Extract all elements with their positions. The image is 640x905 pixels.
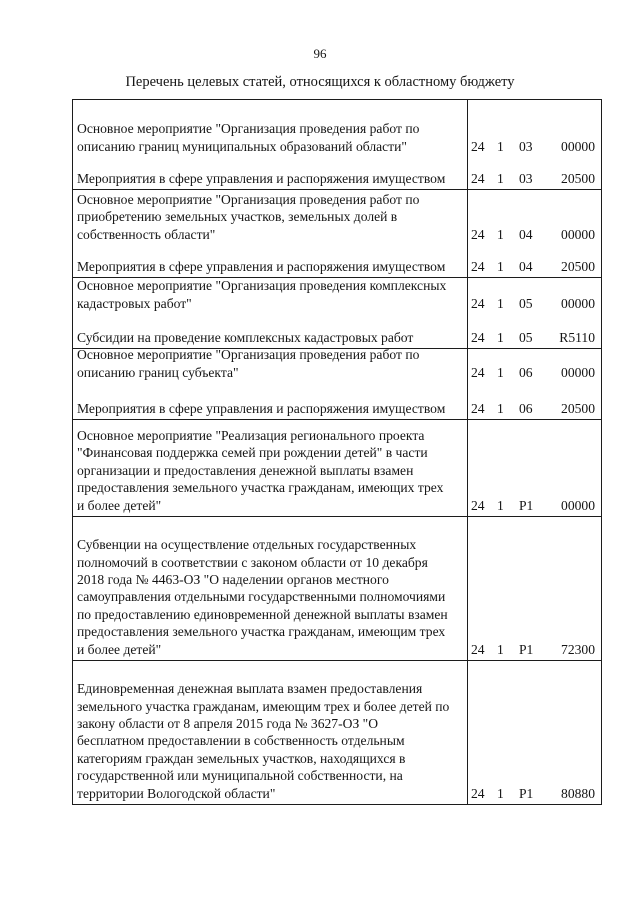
code-program: 24 xyxy=(471,171,485,186)
code-program: 24 xyxy=(471,401,485,416)
row-description: Мероприятия в сфере управления и распоряжения имуществом xyxy=(77,258,446,274)
row-description: Мероприятия в сфере управления и распоряжения имуществом xyxy=(77,170,446,186)
code-activity: 05 xyxy=(519,330,533,345)
code-direction: 00000 xyxy=(561,365,595,380)
code-direction: 72300 xyxy=(561,642,595,657)
target-articles-table xyxy=(72,99,602,805)
code-direction: 20500 xyxy=(561,259,595,274)
row-description: Мероприятия в сфере управления и распоряжения имуществом xyxy=(77,400,446,416)
code-direction: 00000 xyxy=(561,227,595,242)
code-activity: 04 xyxy=(519,259,533,274)
code-subprogram: 1 xyxy=(497,139,504,154)
code-direction: R5110 xyxy=(559,330,595,345)
code-program: 24 xyxy=(471,296,485,311)
table-row xyxy=(73,517,601,661)
code-subprogram: 1 xyxy=(497,498,504,513)
row-description: Единовременная денежная выплата взамен предоставления земельного участка гражданам, имеющим трех и более детей по закону области от 8 апреля 2015 года № 3627-ОЗ "О бесплатном предоставлении в собственность отдельным категориям граждан земельных участков, находящихся в государственной или муниципальной собственности, на территории Вологодской области" xyxy=(77,681,450,801)
code-program: 24 xyxy=(471,642,485,657)
code-subprogram: 1 xyxy=(497,401,504,416)
table-row xyxy=(73,349,601,383)
code-activity: 03 xyxy=(519,171,533,186)
code-direction: 00000 xyxy=(561,139,595,154)
table-row xyxy=(73,100,601,157)
row-description: Основное мероприятие "Организация проведения комплексных кадастровых работ" xyxy=(77,278,447,311)
code-subprogram: 1 xyxy=(497,642,504,657)
code-direction: 80880 xyxy=(561,786,595,801)
code-direction: 00000 xyxy=(561,498,595,513)
code-program: 24 xyxy=(471,139,485,154)
code-activity: 06 xyxy=(519,365,533,380)
document-title: Перечень целевых статей, относящихся к областному бюджету xyxy=(125,74,515,90)
row-description: Субвенции на осуществление отдельных государственных полномочий в соответствии с законом области от 10 декабря 2018 года № 4463-ОЗ "О наделении органов местного самоуправления отдельными государственными полномочиями по предоставлению единовременной денежной выплаты взамен предоставления земельного участка гражданам, имеющим трех и более детей" xyxy=(77,537,448,657)
code-activity: 03 xyxy=(519,139,533,154)
code-activity: 06 xyxy=(519,401,533,416)
code-activity: P1 xyxy=(519,786,534,801)
code-program: 24 xyxy=(471,330,485,345)
page-number: 96 xyxy=(313,46,327,61)
row-description: Основное мероприятие "Организация проведения работ по приобретению земельных участков, земельных долей в собственность области" xyxy=(77,191,420,242)
code-program: 24 xyxy=(471,786,485,801)
table-row xyxy=(73,278,601,314)
code-subprogram: 1 xyxy=(497,259,504,274)
table-row xyxy=(73,661,601,804)
code-direction: 00000 xyxy=(561,296,595,311)
row-description: Основное мероприятие "Организация проведения работ по описанию границ субъекта" xyxy=(77,347,420,380)
code-subprogram: 1 xyxy=(497,365,504,380)
table-row xyxy=(73,245,601,278)
code-activity: P1 xyxy=(519,498,534,513)
code-program: 24 xyxy=(471,259,485,274)
code-activity: P1 xyxy=(519,642,534,657)
code-subprogram: 1 xyxy=(497,296,504,311)
code-program: 24 xyxy=(471,227,485,242)
table-row xyxy=(73,157,601,190)
code-activity: 05 xyxy=(519,296,533,311)
table-row xyxy=(73,314,601,349)
table-row xyxy=(73,190,601,245)
code-direction: 20500 xyxy=(561,401,595,416)
code-direction: 20500 xyxy=(561,171,595,186)
code-subprogram: 1 xyxy=(497,227,504,242)
table-row xyxy=(73,420,601,517)
code-subprogram: 1 xyxy=(497,786,504,801)
row-description: Основное мероприятие "Реализация регионального проекта "Финансовая поддержка семей при рождении детей" в части организации и предоставления денежной выплаты взамен предоставления земельного участка гражданам, имеющих трех и более детей" xyxy=(77,427,444,513)
code-program: 24 xyxy=(471,498,485,513)
table-row xyxy=(73,383,601,420)
code-program: 24 xyxy=(471,365,485,380)
code-subprogram: 1 xyxy=(497,171,504,186)
code-activity: 04 xyxy=(519,227,533,242)
row-description: Основное мероприятие "Организация проведения работ по описанию границ муниципальных образований области" xyxy=(77,121,420,154)
code-subprogram: 1 xyxy=(497,330,504,345)
row-description: Субсидии на проведение комплексных кадастровых работ xyxy=(77,329,414,345)
